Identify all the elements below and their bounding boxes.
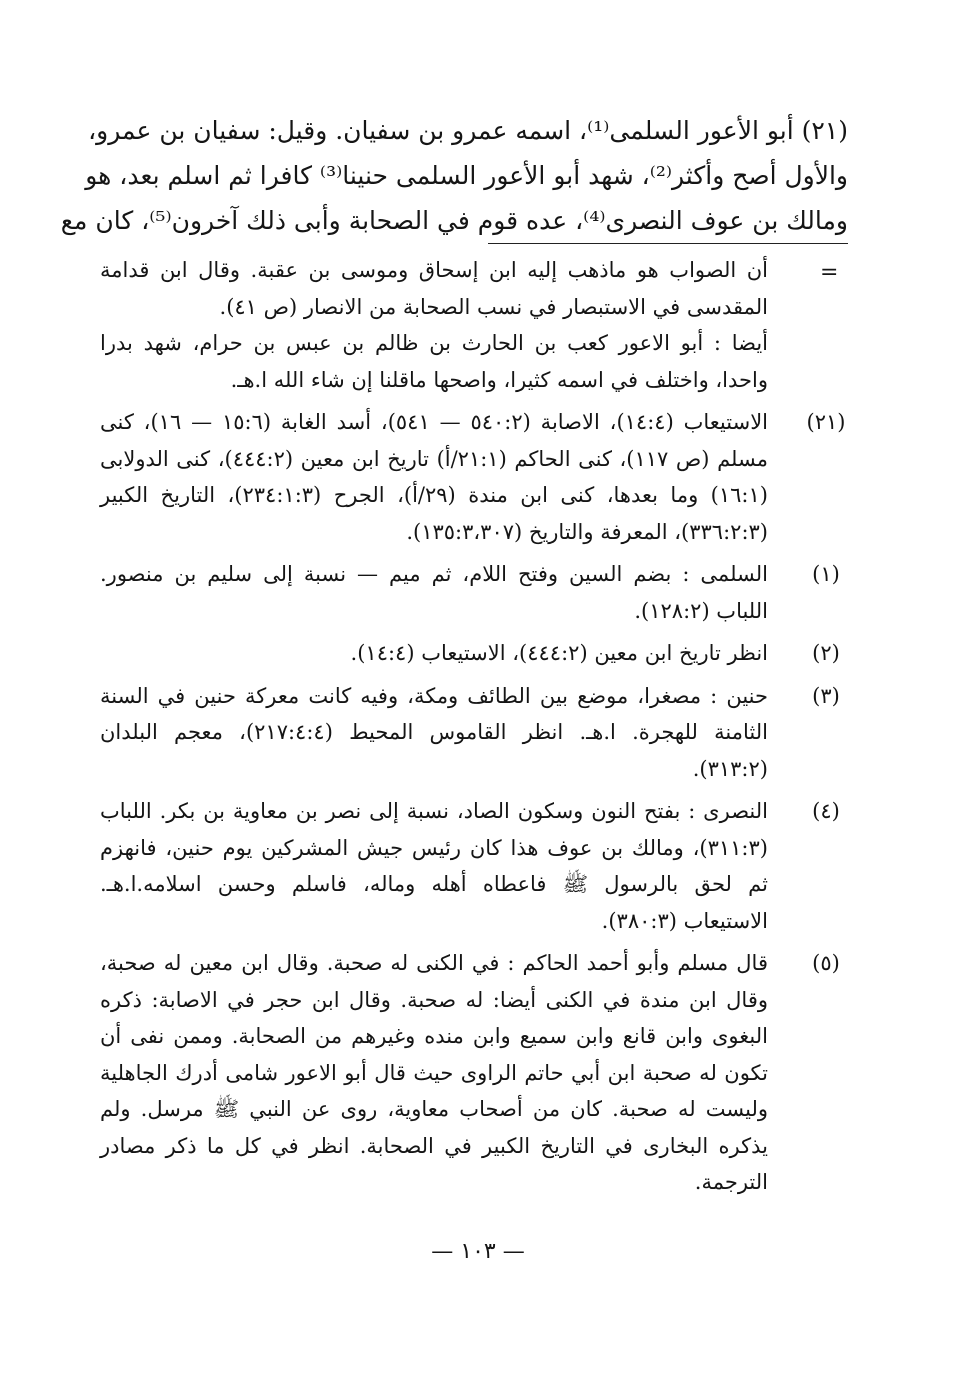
- footnote-number: (٢١): [806, 410, 846, 434]
- main-text-line: والأول أصح وأكثر⁽²⁾، شهد أبو الأعور السلمى حنينا⁽³⁾ كافرا ثم اسلم بعد، هو: [85, 161, 848, 190]
- footnote-text: السلمى : بضم السين وفتح اللام، ثم ميم — نسبة إلى سليم بن منصور. اللباب (١٢٨:٢).: [100, 562, 768, 623]
- footnote-number: (٢): [812, 641, 840, 665]
- footnote: [100, 678, 856, 788]
- footnote-number: (٤): [812, 799, 840, 823]
- footnote-number: (١): [812, 562, 840, 586]
- footnote: [100, 635, 856, 672]
- footnote-text: النصرى : بفتح النون وسكون الصاد، نسبة إلى نصر بن معاوية بن بكر. اللباب (٣١١:٣)، ومالك بن عوف هذا كان رئيس جيش المشركين يوم حنين، فانهزم ثم لحق بالرسول ﷺ فاعطاه أهله وماله، فاسلم وحسن اسلامه.ا.هـ. الاستيعاب (٣٨٠:٣).: [100, 799, 768, 933]
- footnote-separator: [488, 243, 848, 244]
- footnote: [100, 404, 856, 550]
- footnotes: [100, 252, 856, 1207]
- page-number: — ١٠٣ —: [431, 1239, 525, 1264]
- main-text-line: ومالك بن عوف النصرى⁽⁴⁾، عده قوم في الصحابة وأبى ذلك آخرون⁽⁵⁾، كان مع: [60, 206, 848, 235]
- continued-footnote-paragraph: أيضا : أبو الاعور كعب بن الحارث بن ظالم بن عبس بن حرام، شهد بدرا واحدا، واختلف في اسمه كثيرا، واصحها ماقلنا إن شاء الله ا.هـ.: [100, 331, 769, 392]
- footnote: [100, 945, 856, 1201]
- footnote: [100, 556, 856, 629]
- footnote-text: قال مسلم وأبو أحمد الحاكم : في الكنى له صحبة. وقال ابن معين له صحبة، وقال ابن مندة في الكنى أيضا: له صحبة. وقال ابن حجر في الاصابة: ذكره البغوى وابن قانع وابن سميع وابن منده وغيرهم من الصحابة. وممن نفى أن تكون له صحبة ابن أبي حاتم الراوى حيث قال أبو الاعور شامى أدرك الجاهلية وليست له صحبة. كان من أصحاب معاوية، روى عن النبي ﷺ مرسل. ولم يذكره البخارى في التاريخ الكبير في الصحابة. انظر في كل ما ذكر مصادر الترجمة.: [100, 951, 768, 1194]
- footnote-number: (٣): [812, 683, 840, 708]
- footnote-text: الاستيعاب (١٤:٤)، الاصابة (٥٤٠:٢ — ٥٤١)، أسد الغابة (١٥:٦ — ١٦)، كنى مسلم (ص ١١٧)، كنى الحاكم (٢١:١/أ) تاريخ ابن معين (٤٤٤:٢)، كنى الدولابى (١٦:١) وما بعدها، كنى ابن مندة (٢٩/أ)، الجرح (٢٣٤:١:٣)، التاريخ الكبير (٣٣٦:٢:٣)، المعرفة والتاريخ (١٣٥:٣،٣٠٧).: [100, 410, 768, 544]
- continued-footnote-paragraph: أن الصواب هو ماذهب إليه ابن إسحاق وموسى بن عقبة. وقال ابن قدامة المقدسى في الاستبصار في نسب الصحابة من الانصار (ص ٤١).: [100, 258, 768, 319]
- footnote-text: حنين : مصغرا، موضع بين الطائف ومكة، وفيه كانت معركة حنين في السنة الثامنة للهجرة. ا.هـ. انظر القاموس المحيط (٢١٧:٤:٤)، معجم البلدان (٣١٣:٢).: [100, 683, 768, 781]
- continuation-mark: =: [820, 260, 839, 285]
- continued-footnote: [100, 252, 856, 398]
- main-text: [60, 108, 848, 243]
- footnote-number: (٥): [812, 951, 840, 975]
- footnote: [100, 793, 856, 939]
- main-text-line: (٢١) أبو الأعور السلمى⁽¹⁾، اسمه عمرو بن سفيان. وقيل: سفيان بن عمرو،: [88, 116, 848, 145]
- footnote-text: انظر تاريخ ابن معين (٤٤٤:٢)، الاستيعاب (١٤:٤).: [350, 641, 768, 665]
